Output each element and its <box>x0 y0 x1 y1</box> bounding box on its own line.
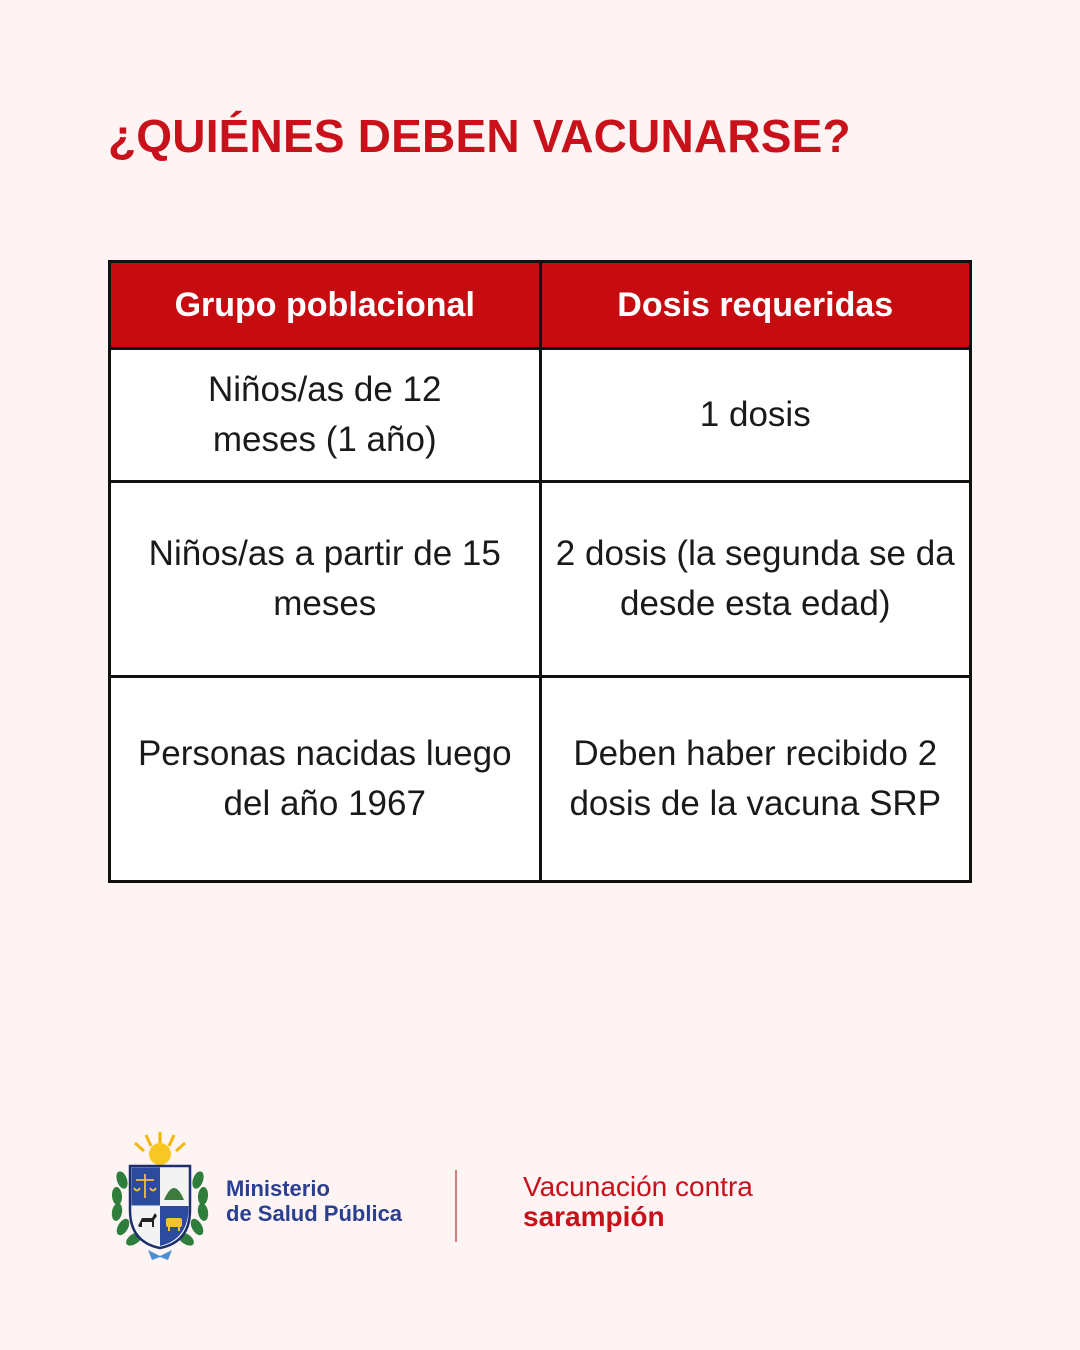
dose-cell <box>540 677 971 882</box>
dose-text: Deben haber recibido 2 dosis de la vacuna SRP <box>569 734 942 823</box>
dose-cell: 1 dosis <box>540 349 971 482</box>
uruguay-coat-of-arms-icon <box>108 1130 212 1266</box>
table-row <box>110 677 971 882</box>
footer <box>108 1130 972 1266</box>
campaign-line-2: sarampión <box>523 1201 665 1232</box>
ministry-line-1: Ministerio <box>226 1176 330 1201</box>
table-row <box>110 349 971 482</box>
ministry-name <box>226 1176 402 1226</box>
campaign-name <box>523 1172 753 1232</box>
group-cell: Personas nacidas luego del año 1967 <box>110 677 541 882</box>
header-dosis-requeridas: Dosis requeridas <box>540 262 971 349</box>
group-cell: Niños/as a partir de 15 meses <box>110 482 541 677</box>
group-cell <box>110 349 541 482</box>
vaccination-table <box>108 260 972 883</box>
group-text: Niños/as de 12 meses (1 año) <box>208 370 442 459</box>
footer-divider <box>455 1170 457 1242</box>
page-title: ¿QUIÉNES DEBEN VACUNARSE? <box>108 110 851 162</box>
header-grupo-poblacional: Grupo poblacional <box>110 262 541 349</box>
table-row <box>110 482 971 677</box>
ministry-line-2: de Salud Pública <box>226 1201 403 1226</box>
campaign-line-1: Vacunación contra <box>523 1171 753 1202</box>
table-header-row <box>110 262 971 349</box>
dose-cell: 2 dosis (la segunda se da desde esta edad) <box>540 482 971 677</box>
